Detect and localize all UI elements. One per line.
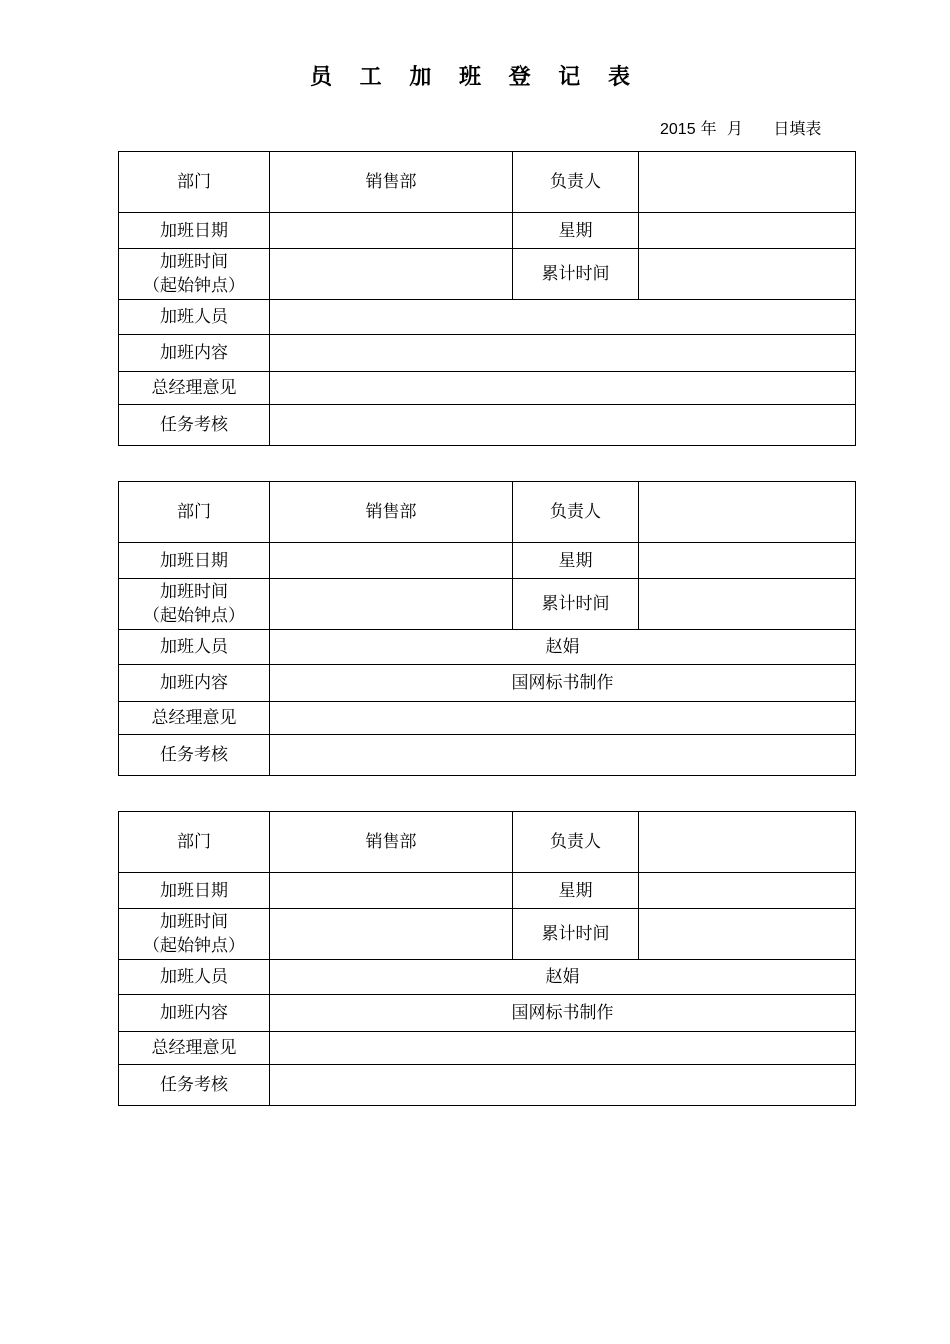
supervisor-label: 负责人 <box>513 482 639 543</box>
supervisor-value[interactable] <box>639 482 856 543</box>
ot-date-label: 加班日期 <box>119 873 270 909</box>
weekday-value[interactable] <box>639 873 856 909</box>
content-label: 加班内容 <box>119 995 270 1032</box>
weekday-label: 星期 <box>513 873 639 909</box>
ot-time-label-line2: （起始钟点） <box>143 606 245 626</box>
dept-label: 部门 <box>119 152 270 213</box>
task-review-label: 任务考核 <box>119 1065 270 1106</box>
overtime-form-3 <box>118 811 856 1106</box>
content-label: 加班内容 <box>119 335 270 372</box>
ot-date-label: 加班日期 <box>119 213 270 249</box>
ot-date-value[interactable] <box>270 543 513 579</box>
ot-time-label <box>119 579 270 630</box>
ot-date-value[interactable] <box>270 873 513 909</box>
weekday-label: 星期 <box>513 543 639 579</box>
ot-time-label-line1: 加班时间 <box>160 912 228 932</box>
supervisor-value[interactable] <box>639 152 856 213</box>
content-label: 加班内容 <box>119 665 270 702</box>
ot-time-value[interactable] <box>270 579 513 630</box>
ot-date-value[interactable] <box>270 213 513 249</box>
content-value[interactable]: 国网标书制作 <box>270 665 856 702</box>
ot-time-value[interactable] <box>270 909 513 960</box>
ot-time-label <box>119 249 270 300</box>
dept-value[interactable]: 销售部 <box>270 152 513 213</box>
ot-time-label-line2: （起始钟点） <box>143 936 245 956</box>
ot-time-label-line2: （起始钟点） <box>143 276 245 296</box>
total-time-label: 累计时间 <box>513 249 639 300</box>
staff-label: 加班人员 <box>119 300 270 335</box>
fill-date-text: 年 月 日填表 <box>695 119 822 138</box>
total-time-value[interactable] <box>639 579 856 630</box>
staff-label: 加班人员 <box>119 630 270 665</box>
total-time-label: 累计时间 <box>513 579 639 630</box>
dept-label: 部门 <box>119 482 270 543</box>
fill-date <box>660 116 821 139</box>
staff-label: 加班人员 <box>119 960 270 995</box>
content-value[interactable] <box>270 335 856 372</box>
fill-date-year: 2015 <box>660 121 696 138</box>
ot-time-label <box>119 909 270 960</box>
total-time-value[interactable] <box>639 249 856 300</box>
ot-time-label-line1: 加班时间 <box>160 582 228 602</box>
dept-label: 部门 <box>119 812 270 873</box>
total-time-value[interactable] <box>639 909 856 960</box>
weekday-label: 星期 <box>513 213 639 249</box>
overtime-form-1 <box>118 151 856 446</box>
supervisor-value[interactable] <box>639 812 856 873</box>
supervisor-label: 负责人 <box>513 152 639 213</box>
gm-opinion-label: 总经理意见 <box>119 1032 270 1065</box>
overtime-form-2 <box>118 481 856 776</box>
ot-date-label: 加班日期 <box>119 543 270 579</box>
staff-value[interactable]: 赵娟 <box>270 960 856 995</box>
ot-time-label-line1: 加班时间 <box>160 252 228 272</box>
gm-opinion-label: 总经理意见 <box>119 702 270 735</box>
task-review-value[interactable] <box>270 1065 856 1106</box>
page-title: 员 工 加 班 登 记 表 <box>310 65 640 90</box>
content-value[interactable]: 国网标书制作 <box>270 995 856 1032</box>
task-review-value[interactable] <box>270 735 856 776</box>
task-review-label: 任务考核 <box>119 405 270 446</box>
staff-value[interactable]: 赵娟 <box>270 630 856 665</box>
dept-value[interactable]: 销售部 <box>270 812 513 873</box>
gm-opinion-value[interactable] <box>270 702 856 735</box>
staff-value[interactable] <box>270 300 856 335</box>
supervisor-label: 负责人 <box>513 812 639 873</box>
gm-opinion-value[interactable] <box>270 1032 856 1065</box>
gm-opinion-label: 总经理意见 <box>119 372 270 405</box>
total-time-label: 累计时间 <box>513 909 639 960</box>
ot-time-value[interactable] <box>270 249 513 300</box>
task-review-label: 任务考核 <box>119 735 270 776</box>
dept-value[interactable]: 销售部 <box>270 482 513 543</box>
weekday-value[interactable] <box>639 213 856 249</box>
gm-opinion-value[interactable] <box>270 372 856 405</box>
task-review-value[interactable] <box>270 405 856 446</box>
weekday-value[interactable] <box>639 543 856 579</box>
